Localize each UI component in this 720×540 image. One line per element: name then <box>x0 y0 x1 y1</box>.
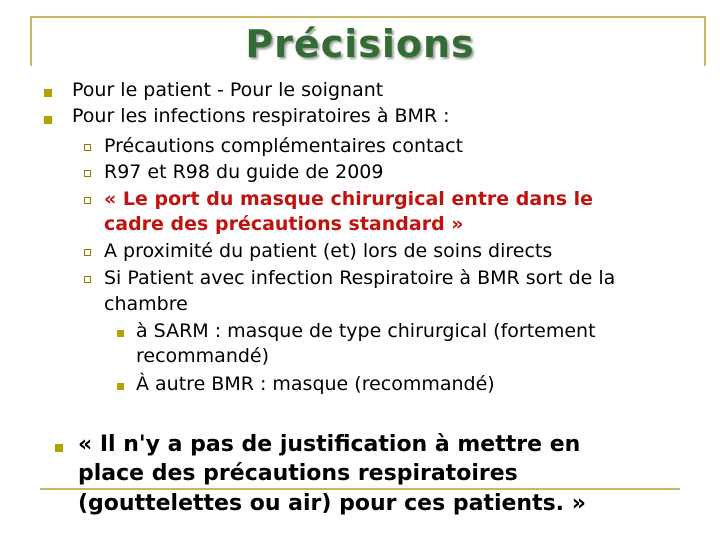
quote-text: place des précautions respiratoires <box>78 461 518 486</box>
square-bullet-icon <box>117 330 124 337</box>
sub-bullet-text: R97 et R98 du guide de 2009 <box>104 161 384 183</box>
bullet-text: Pour les infections respiratoires à BMR : <box>72 105 450 127</box>
sub-bullet-text-emphasis: « Le port du masque chirurgical entre dans le <box>104 188 594 210</box>
square-bullet-icon <box>44 89 52 97</box>
frame-top-line <box>30 16 706 18</box>
quote-text: (gouttelettes ou air) pour ces patients. » <box>78 491 586 516</box>
quote-text: « Il n'y a pas de justification à mettre en <box>78 432 581 457</box>
sub-bullet-text: A proximité du patient (et) lors de soins directs <box>104 240 553 262</box>
square-bullet-icon <box>55 444 63 452</box>
hollow-square-bullet-icon <box>84 276 91 283</box>
sub-sub-bullet-text: à SARM : masque de type chirurgical (fortement <box>136 320 596 342</box>
hollow-square-bullet-icon <box>84 144 91 151</box>
sub-bullet-text: Précautions complémentaires contact <box>104 135 464 157</box>
square-bullet-icon <box>117 383 124 390</box>
sub-bullet-text-emphasis: cadre des précautions standard » <box>104 213 464 235</box>
sub-bullet-text: Si Patient avec infection Respiratoire à BMR sort de la <box>104 267 616 289</box>
square-bullet-icon <box>44 116 52 124</box>
bullet-text: Pour le patient - Pour le soignant <box>72 79 384 101</box>
sub-sub-bullet-text: recommandé) <box>136 345 270 367</box>
sub-bullet-text: chambre <box>104 293 188 315</box>
hollow-square-bullet-icon <box>84 170 91 177</box>
hollow-square-bullet-icon <box>84 249 91 256</box>
hollow-square-bullet-icon <box>84 197 91 204</box>
sub-sub-bullet-text: À autre BMR : masque (recommandé) <box>136 373 495 395</box>
slide-title: Précisions <box>245 22 475 66</box>
